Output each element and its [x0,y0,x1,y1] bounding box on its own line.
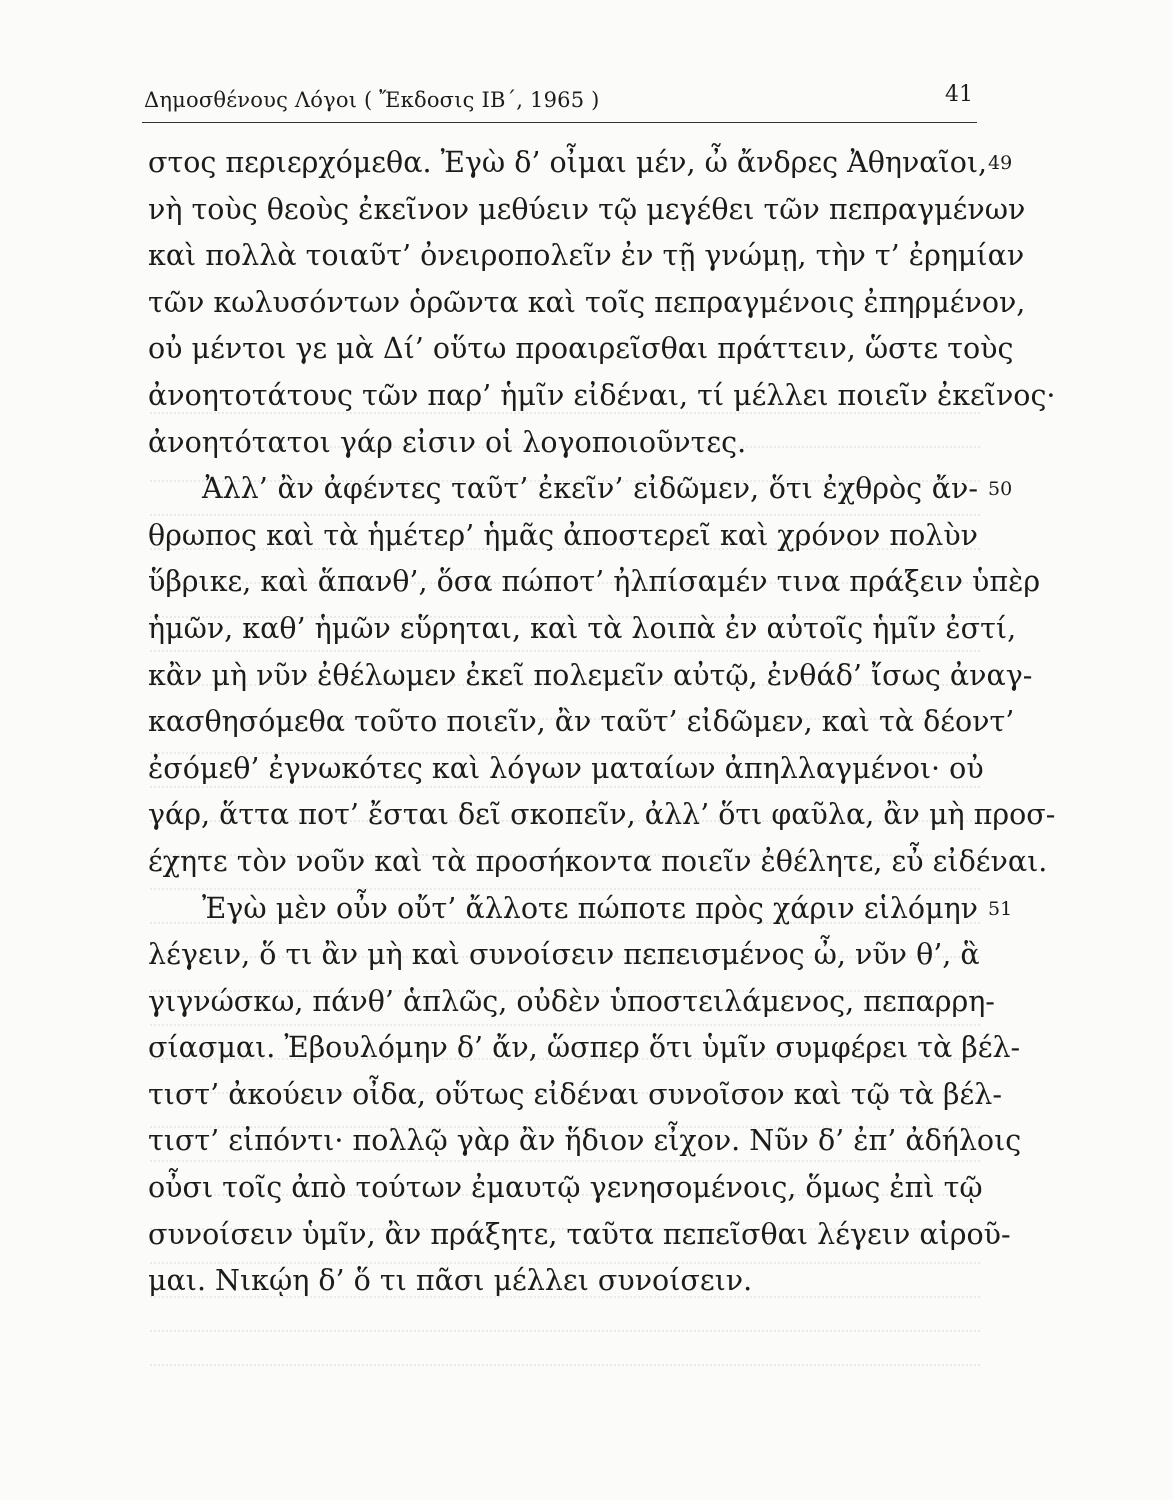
text-line: ἀνοητοτάτους τῶν παρ’ ἡμῖν εἰδέναι, τί μέλλει ποιεῖν ἐκεῖνος· [148,378,1056,412]
section-number-49: 49 [988,152,1013,174]
text-line: κἂν μὴ νῦν ἐθέλωμεν ἐκεῖ πολεμεῖν αὐτῷ, ἐνθάδ’ ἴσως ἀναγ- [148,658,1033,692]
text-line: σίασμαι. Ἐβουλόμην δ’ ἄν, ὥσπερ ὅτι ὑμῖν συμφέρει τὰ βέλ- [148,1031,1021,1065]
body-text [148,140,1056,1305]
section-number-50: 50 [988,478,1013,501]
text-line: τιστ’ εἰπόντι· πολλῷ γὰρ ἂν ἥδιον εἶχον. Νῦν δ’ ἐπ’ ἀδήλοις [148,1124,1022,1158]
text-line: στος περιερχόμεθα. Ἐγὼ δ’ οἶμαι μέν, ὦ ἄνδρες Ἀθηναῖοι, 49 [148,140,978,187]
text-line: καὶ πολλὰ τοιαῦτ’ ὀνειροπολεῖν ἐν τῇ γνώμῃ, τὴν τ’ ἐρημίαν [148,239,1025,273]
text-line: Ἀλλ’ ἂν ἀφέντες ταῦτ’ ἐκεῖν’ εἰδῶμεν, ὅτι ἐχθρὸς ἄν- 50 [148,466,978,513]
running-head [142,82,977,123]
text-line: γιγνώσκω, πάνθ’ ἁπλῶς, οὐδὲν ὑποστειλάμενος, πεπαρρη- [148,984,995,1018]
text-line: οὐ μέντοι γε μὰ Δί’ οὕτω προαιρεῖσθαι πράττειν, ὥστε τοὺς [148,332,1014,366]
text-line: νὴ τοὺς θεοὺς ἐκεῖνον μεθύειν τῷ μεγέθει τῶν πεπραγμένων [148,192,1026,226]
text-line: ἡμῶν, καθ’ ἡμῶν εὕρηται, καὶ τὰ λοιπὰ ἐν αὐτοῖς ἡμῖν ἐστί, [148,611,1017,645]
text-line: ἀνοητότατοι γάρ εἰσιν οἱ λογοποιοῦντες. [148,425,747,459]
text-line: ὕβρικε, καὶ ἅπανθ’, ὅσα πώποτ’ ἠλπίσαμέν τινα πράξειν ὑπὲρ [148,565,1041,599]
text-line: τιστ’ ἀκούειν οἶδα, οὕτως εἰδέναι συνοῖσον καὶ τῷ τὰ βέλ- [148,1077,1002,1111]
section-number-51: 51 [988,897,1013,920]
text-line: μαι. Νικῴη δ’ ὅ τι πᾶσι μέλλει συνοίσειν. [148,1264,753,1298]
text-line: τῶν κωλυσόντων ὁρῶντα καὶ τοῖς πεπραγμένοις ἐπηρμένον, [148,285,1026,319]
text-line: οὖσι τοῖς ἀπὸ τούτων ἐμαυτῷ γενησομένοις, ὅμως ἐπὶ τῷ [148,1171,983,1205]
text-line: συνοίσειν ὑμῖν, ἂν πράξητε, ταῦτα πεπεῖσθαι λέγειν αἱροῦ- [148,1217,1011,1251]
text-line: γάρ, ἅττα ποτ’ ἔσται δεῖ σκοπεῖν, ἀλλ’ ὅτι φαῦλα, ἂν μὴ προσ- [148,798,1056,832]
running-title: Δημοσθένους Λόγοι ( Ἔκδοσις ΙΒ΄, 1965 ) [144,88,600,112]
text-line: έχητε τὸν νοῦν καὶ τὰ προσήκοντα ποιεῖν ἐθέλητε, εὖ εἰδέναι. [148,844,1048,878]
text-line: κασθησόμεθα τοῦτο ποιεῖν, ἂν ταῦτ’ εἰδῶμεν, καὶ τὰ δέοντ’ [148,705,1015,739]
page-number: 41 [945,82,973,107]
text-line: ἐσόμεθ’ ἐγνωκότες καὶ λόγων ματαίων ἀπηλλαγμένοι· οὐ [148,751,984,785]
text-line: θρωπος καὶ τὰ ἡμέτερ’ ἡμᾶς ἀποστερεῖ καὶ χρόνον πολὺν [148,518,978,552]
text-line: λέγειν, ὅ τι ἂν μὴ καὶ συνοίσειν πεπεισμένος ὦ, νῦν θ’, ἃ [148,938,980,972]
text-line: Ἐγὼ μὲν οὖν οὔτ’ ἄλλοτε πώποτε πρὸς χάριν εἱλόμην 51 [148,886,978,933]
